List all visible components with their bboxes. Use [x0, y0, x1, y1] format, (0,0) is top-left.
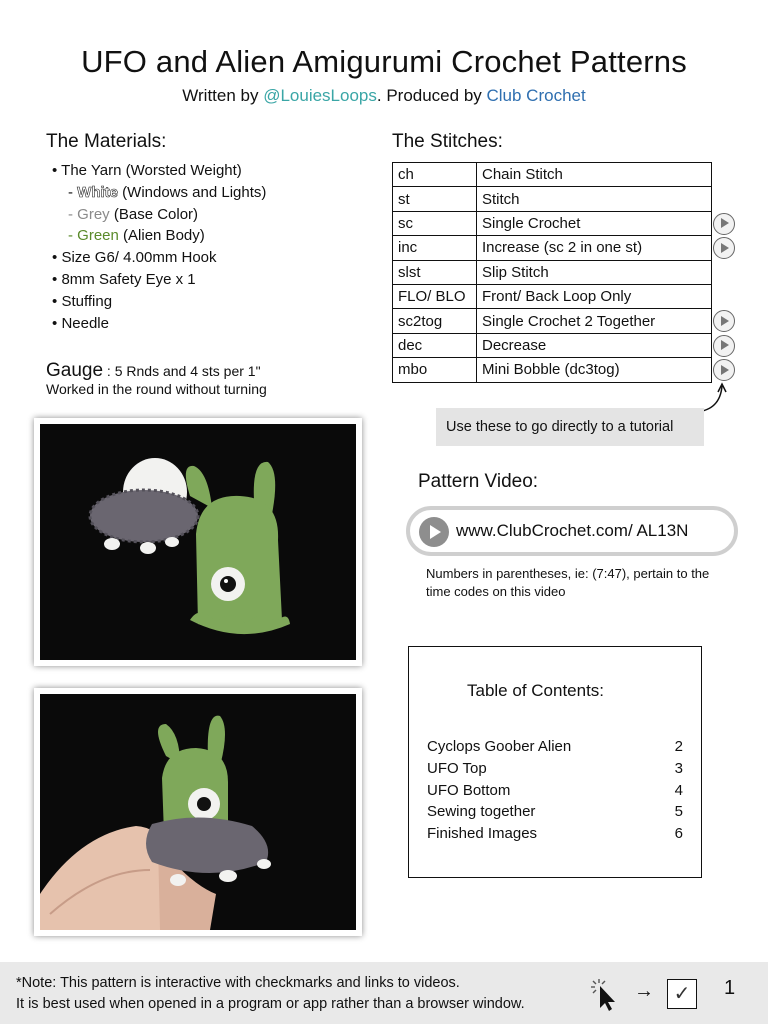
video-link-button[interactable] — [406, 506, 738, 556]
table-row — [393, 236, 712, 260]
alien-in-hand-photo-image — [40, 694, 356, 930]
arrow-icon: → — [634, 980, 654, 1002]
stitches-table — [392, 162, 712, 383]
toc-item[interactable] — [427, 801, 683, 823]
toc-item-label: Finished Images — [427, 825, 538, 843]
table-row — [393, 187, 712, 211]
table-row — [393, 163, 712, 187]
play-tutorial-button[interactable] — [713, 359, 735, 381]
stitch-abbreviation: st — [393, 187, 477, 211]
list-item: • 8mm Safety Eye x 1 — [52, 270, 196, 288]
table-row — [393, 358, 712, 382]
toc-list — [427, 736, 683, 845]
table-row — [393, 211, 712, 235]
list-item: - Grey (Base Color) — [68, 205, 199, 223]
table-row — [393, 284, 712, 308]
gauge-label: Gauge — [46, 360, 104, 381]
materials-list — [52, 160, 352, 334]
toc-item[interactable] — [427, 823, 683, 845]
gauge-detail: : 5 Rnds and 4 sts per 1" — [103, 363, 261, 379]
stitch-abbreviation: inc — [393, 236, 477, 260]
toc-item-page: 5 — [674, 803, 683, 821]
list-item: • Size G6/ 4.00mm Hook — [52, 249, 217, 267]
list-item: • Needle — [52, 314, 109, 332]
stitch-name: Chain Stitch — [477, 163, 712, 187]
producer-link[interactable]: Club Crochet — [486, 86, 586, 105]
toc-item-label: UFO Bottom — [427, 781, 511, 799]
toc-item-label: Cyclops Goober Alien — [427, 738, 572, 755]
photo-alien-in-hand — [34, 688, 362, 936]
toc-item-label: UFO Top — [427, 759, 487, 777]
gauge-info — [46, 362, 267, 398]
produced-by-text: . Produced by — [376, 86, 487, 105]
stitch-name: Mini Bobble (dc3tog) — [477, 358, 712, 382]
play-tutorial-button[interactable] — [713, 335, 735, 357]
play-tutorial-button[interactable] — [713, 310, 735, 332]
toc-item[interactable] — [427, 780, 683, 802]
table-row — [393, 260, 712, 284]
gauge-note: Worked in the round without turning — [46, 381, 267, 397]
stitch-abbreviation: sc — [393, 211, 477, 235]
list-item: - Green (Alien Body) — [68, 227, 205, 245]
author-link[interactable]: @LouiesLoops — [263, 86, 377, 105]
page-title: UFO and Alien Amigurumi Crochet Patterns — [81, 44, 687, 79]
toc-item[interactable] — [427, 736, 683, 758]
toc-item-label: Sewing together — [427, 803, 536, 821]
stitch-name: Single Crochet — [477, 211, 712, 235]
stitch-abbreviation: FLO/ BLO — [393, 284, 477, 308]
tutorial-note: Use these to go directly to a tutorial — [436, 408, 704, 446]
ufo-alien-photo-image — [40, 424, 356, 660]
toc-item[interactable] — [427, 758, 683, 780]
stitch-name: Single Crochet 2 Together — [477, 309, 712, 333]
toc-item-page: 2 — [674, 738, 683, 755]
video-heading: Pattern Video: — [418, 471, 539, 492]
stitch-abbreviation: dec — [393, 333, 477, 357]
table-of-contents — [408, 646, 702, 878]
stitch-abbreviation: ch — [393, 163, 477, 187]
footer-bar — [0, 962, 768, 1024]
stitch-name: Stitch — [477, 187, 712, 211]
list-item: • The Yarn (Worsted Weight) — [52, 162, 242, 179]
toc-item-page: 3 — [674, 759, 683, 777]
photo-ufo-and-alien — [34, 418, 362, 666]
toc-title: Table of Contents: — [467, 681, 605, 700]
table-row — [393, 333, 712, 357]
list-item: • Stuffing — [52, 292, 113, 310]
click-cursor-icon — [590, 978, 622, 1012]
checkbox[interactable]: ✓ — [667, 979, 697, 1009]
video-note: Numbers in parentheses, ie: (7:47), pertain to the time codes on this video — [426, 566, 710, 599]
list-item: - White (Windows and Lights) — [68, 183, 267, 201]
toc-item-page: 4 — [674, 781, 683, 799]
stitch-name: Slip Stitch — [477, 260, 712, 284]
play-tutorial-button[interactable] — [713, 237, 735, 259]
written-by-text: Written by — [182, 86, 264, 105]
page-number: 1 — [724, 977, 736, 999]
table-row — [393, 309, 712, 333]
toc-item-page: 6 — [674, 825, 683, 843]
stitch-name: Front/ Back Loop Only — [477, 284, 712, 308]
interactive-note: *Note: This pattern is interactive with checkmarks and links to videos. It is best used when opened in a program or app rather than a browser window. — [16, 975, 525, 1012]
stitch-abbreviation: mbo — [393, 358, 477, 382]
materials-heading: The Materials: — [46, 131, 167, 152]
stitches-heading: The Stitches: — [392, 131, 503, 152]
play-tutorial-button[interactable] — [713, 213, 735, 235]
stitch-abbreviation: sc2tog — [393, 309, 477, 333]
stitch-name: Decrease — [477, 333, 712, 357]
video-url: www.ClubCrochet.com/ AL13N — [456, 521, 689, 540]
play-icon — [419, 517, 449, 547]
page-subtitle — [0, 86, 768, 106]
stitch-name: Increase (sc 2 in one st) — [477, 236, 712, 260]
stitch-abbreviation: slst — [393, 260, 477, 284]
